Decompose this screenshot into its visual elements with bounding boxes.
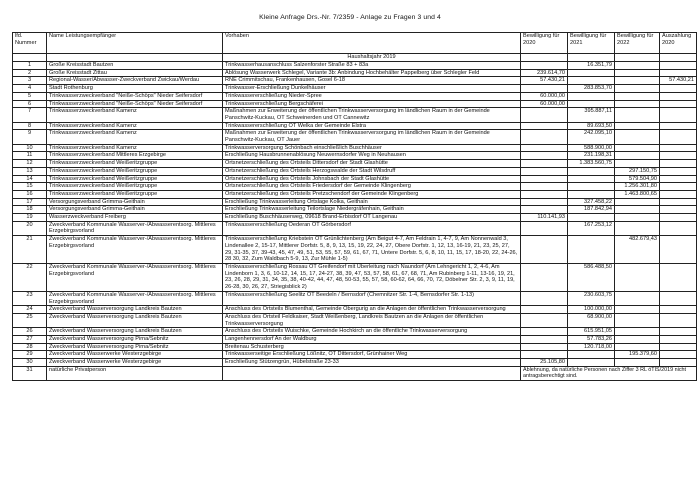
payout-2020 <box>660 198 697 206</box>
grant-2022 <box>615 100 660 108</box>
recipient-name: Große Kreisstadt Bautzen <box>47 62 223 70</box>
grant-2020 <box>521 306 568 314</box>
payout-2020 <box>660 175 697 183</box>
row-number: 1 <box>13 62 47 70</box>
grant-2021 <box>568 183 615 191</box>
row-number: 27 <box>13 336 47 344</box>
project-name: Maßnahmen zur Erweiterung der öffentlichen Trinkwasserversorgung im ländlichen Raum in der Gemeinde Panschwitz-Kuckau, OT Schweinerden und OT Cannewitz <box>223 108 521 122</box>
recipient-name: Stadt Rothenburg <box>47 85 223 93</box>
table-row <box>13 221 697 235</box>
grant-2022: 1.463.800,65 <box>615 190 660 198</box>
grant-2021 <box>568 236 615 264</box>
grant-2022 <box>615 359 660 367</box>
payout-2020 <box>660 85 697 93</box>
grant-2021: 283.853,70 <box>568 85 615 93</box>
document-title: Kleine Anfrage Drs.-Nr. 7/2359 - Anlage zu Fragen 3 und 4 <box>259 14 441 21</box>
table-row <box>13 100 697 108</box>
recipient-name: natürliche Privatperson <box>47 366 223 380</box>
table-row <box>13 351 697 359</box>
project-name <box>223 366 521 380</box>
row-number: 6 <box>13 100 47 108</box>
payout-2020 <box>660 206 697 214</box>
row-number: 15 <box>13 183 47 191</box>
grant-2020 <box>521 167 568 175</box>
recipient-name: Zweckverband Wasserwerke Westerzgebirge <box>47 359 223 367</box>
grant-2021: 231.198,31 <box>568 152 615 160</box>
grant-2021: 615.951,05 <box>568 328 615 336</box>
recipient-name: Zweckverband Wasserversorgung Pirna/Sebnitz <box>47 336 223 344</box>
table-row <box>13 328 697 336</box>
grant-2020 <box>521 328 568 336</box>
grant-2022 <box>615 77 660 85</box>
row-number: 22 <box>13 263 47 291</box>
recipient-name: Trinkwasserzweckverband Kamenz <box>47 108 223 122</box>
row-number: 3 <box>13 77 47 85</box>
project-name: Trinkwassererschließung Kriebstein OT Grünlichtenberg (Am Beigut 4-7, Am Feldrain 1, 4-7, 9, Am Nonnenwald 3, Lindenallee 2, 15-17, Mittlerer Dorfstr. 5, 8, 9, 13, 15, 19, 22, 24, 27, Obere Dorfstr. 1, 12, 13, 16-19, 21, 23, 25, 27, 29, 31-35, 37, 39-43, 45, 47, 49, 51, 53, 55, 57, 59, 61, 67, 71, Untere Dorfstr. 5, 6, 8, 10, 11, 15, 17, 18-20, 22, 24-26, 28 30, 32, Zum Waldbach 5-9, 13, Zur Mühle 1-5) <box>223 236 521 264</box>
row-number: 9 <box>13 130 47 144</box>
project-name: Erschließung Buschhäuserweg, 09618 Brand-Erbisdorf OT Langenau <box>223 214 521 222</box>
recipient-name: Zweckverband Wasserversorgung Pirna/Sebnitz <box>47 343 223 351</box>
project-name: Anschluss des Ortsteil Feldkaiser, Stadt Weißenberg, Landkreis Bautzen an die Anlagen der öffentlichen Trinkwasserversorgung <box>223 313 521 327</box>
table-row <box>13 144 697 152</box>
project-name: Trinkwassererschließung OT Welka der Gemeinde Elstra <box>223 122 521 130</box>
grant-2022: 297.150,75 <box>615 167 660 175</box>
table-row <box>13 336 697 344</box>
project-name: Anschluss des Ortsteils Wuischke, Gemeinde Hochkirch an die öffentliche Trinkwasserversorgung <box>223 328 521 336</box>
grant-2022 <box>615 313 660 327</box>
row-number: 20 <box>13 221 47 235</box>
row-number: 19 <box>13 214 47 222</box>
grant-2021: 586.488,50 <box>568 263 615 291</box>
recipient-name: Zweckverband Kommunale Wasserver-/Abwasserentsorg. Mittleres Erzgebirgsvorland <box>47 263 223 291</box>
payout-2020 <box>660 108 697 122</box>
payout-2020 <box>660 306 697 314</box>
recipient-name: Zweckverband Kommunale Wasserver-/Abwasserentsorg. Mittleres Erzgebirgsvorland <box>47 236 223 264</box>
table-row <box>13 190 697 198</box>
project-name: Ortsnetzerschließung des Ortsteils Friedersdorf der Gemeinde Klingenberg <box>223 183 521 191</box>
grant-2022 <box>615 198 660 206</box>
grant-2021 <box>568 100 615 108</box>
grant-2021: 230.603,75 <box>568 291 615 305</box>
table-row <box>13 206 697 214</box>
payout-2020 <box>660 359 697 367</box>
recipient-name: Zweckverband Wasserwerke Westerzgebirge <box>47 351 223 359</box>
recipient-name: Zweckverband Kommunale Wasserver-/Abwasserentsorg. Mittleres Erzgebirgsvorland <box>47 291 223 305</box>
column-header-auszahlung-2020: Auszahlung 2020 <box>660 33 697 54</box>
project-name: RNE Crimmitschau, Frankenhausen, Gosel 6-18 <box>223 77 521 85</box>
grant-2021: 242.095,10 <box>568 130 615 144</box>
grant-2022 <box>615 328 660 336</box>
table-row <box>13 175 697 183</box>
recipient-name: Trinkwasserzweckverband "Neiße-Schöps" Nieder Seifersdorf <box>47 100 223 108</box>
grant-2022 <box>615 122 660 130</box>
row-number: 12 <box>13 160 47 168</box>
grant-2021: 68.900,00 <box>568 313 615 327</box>
recipient-name: Zweckverband Wasserversorgung Landkreis Bautzen <box>47 328 223 336</box>
grant-2022: 482.679,43 <box>615 236 660 264</box>
column-header-vorhaben: Vorhaben <box>223 33 521 54</box>
row-number: 29 <box>13 351 47 359</box>
project-name: Langenhennersdorf An der Waldburg <box>223 336 521 344</box>
project-name: Erschließung Hausbrunnenablösung Neuwernsdorfer Weg in Neuhausen <box>223 152 521 160</box>
payout-2020 <box>660 183 697 191</box>
row-number: 7 <box>13 108 47 122</box>
grant-2021 <box>568 167 615 175</box>
recipient-name: Zweckverband Kommunale Wasserver-/Abwasserentsorg. Mittleres Erzgebirgsvorland <box>47 221 223 235</box>
payout-2020 <box>660 167 697 175</box>
grant-2022 <box>615 85 660 93</box>
grant-2021: 89.693,50 <box>568 122 615 130</box>
grant-2022 <box>615 62 660 70</box>
grant-2021: 1.383.560,75 <box>568 160 615 168</box>
payout-2020: 57.430,21 <box>660 77 697 85</box>
grant-2020 <box>521 183 568 191</box>
grant-2020 <box>521 236 568 264</box>
project-name: Trinkwassererschließung Seelitz OT Beedeln / Bernsdorf (Chemnitzer Str. 1-4, Bernsdorfer Str. 1-13) <box>223 291 521 305</box>
table-row <box>13 130 697 144</box>
table-row <box>13 313 697 327</box>
project-name: Ortsnetzerschließung des Ortsteils Dittersdorf der Stadt Glashütte <box>223 160 521 168</box>
grant-2022 <box>615 92 660 100</box>
grant-2020 <box>521 152 568 160</box>
header-row <box>13 33 697 54</box>
payout-2020 <box>660 328 697 336</box>
grant-2020 <box>521 175 568 183</box>
recipient-name: Große Kreisstadt Zittau <box>47 69 223 77</box>
grant-2020: 60.000,00 <box>521 92 568 100</box>
row-number: 4 <box>13 85 47 93</box>
payout-2020 <box>660 69 697 77</box>
project-name: Erschließung Trinkwasserleitung Ortslage Kolka, Geithain <box>223 198 521 206</box>
table-row <box>13 108 697 122</box>
payout-2020 <box>660 130 697 144</box>
row-number: 11 <box>13 152 47 160</box>
recipient-name: Zweckverband Wasserversorgung Landkreis Bautzen <box>47 306 223 314</box>
payout-2020 <box>660 221 697 235</box>
project-name: Trinkwasserversorgung Schönbach einschließlich Buschhäuser <box>223 144 521 152</box>
grant-2022 <box>615 69 660 77</box>
table-row <box>13 62 697 70</box>
table-row <box>13 366 697 380</box>
table-row <box>13 236 697 264</box>
row-number: 28 <box>13 343 47 351</box>
table-row <box>13 92 697 100</box>
payout-2020 <box>660 62 697 70</box>
project-name: Ortsnetzerschließung des Ortsteils Herzogswalde der Stadt Wilsdruff <box>223 167 521 175</box>
recipient-name: Trinkwasserzweckverband Kamenz <box>47 144 223 152</box>
recipient-name: Zweckverband Wasserversorgung Landkreis Bautzen <box>47 313 223 327</box>
payout-2020 <box>660 144 697 152</box>
grant-2022 <box>615 152 660 160</box>
payout-2020 <box>660 236 697 264</box>
grant-2022: 195.379,60 <box>615 351 660 359</box>
grant-2021 <box>568 175 615 183</box>
table-row <box>13 291 697 305</box>
payout-2020 <box>660 336 697 344</box>
grant-2020 <box>521 122 568 130</box>
project-name: Trinkwasser-Erschließung Dunkelhäuser <box>223 85 521 93</box>
grant-2020 <box>521 198 568 206</box>
table-row <box>13 152 697 160</box>
table-row <box>13 69 697 77</box>
recipient-name: Versorgungsverband Grimma-Geithain <box>47 206 223 214</box>
row-number: 17 <box>13 198 47 206</box>
grant-2021: 120.718,00 <box>568 343 615 351</box>
project-name: Trinkwassererschließung Bergschäferei <box>223 100 521 108</box>
grant-2020 <box>521 62 568 70</box>
payout-2020 <box>660 351 697 359</box>
year-row <box>13 54 697 62</box>
grant-2020 <box>521 130 568 144</box>
project-name: Trinkwassererschließung Nieder-Spree <box>223 92 521 100</box>
grant-2022 <box>615 214 660 222</box>
table-row <box>13 183 697 191</box>
grant-2022 <box>615 343 660 351</box>
payout-2020 <box>660 263 697 291</box>
project-name: Ortsnetzerschließung des Ortsteils Johnsbach der Stadt Glashütte <box>223 175 521 183</box>
grant-2022 <box>615 306 660 314</box>
grant-2020 <box>521 144 568 152</box>
row-number: 24 <box>13 306 47 314</box>
grant-2020 <box>521 160 568 168</box>
project-name: Ortsnetzerschließung des Ortsteils Pretzschendorf der Gemeinde Klingenberg <box>223 190 521 198</box>
grant-2021: 588.900,00 <box>568 144 615 152</box>
grant-2020: 239.614,70 <box>521 69 568 77</box>
grant-2021 <box>568 69 615 77</box>
grant-2020 <box>521 206 568 214</box>
grant-2022 <box>615 160 660 168</box>
row-number: 18 <box>13 206 47 214</box>
grant-2021: 16.351,79 <box>568 62 615 70</box>
grant-2020 <box>521 313 568 327</box>
table-row <box>13 343 697 351</box>
grant-2020 <box>521 291 568 305</box>
column-header-nr: lfd. Nummer <box>13 33 47 54</box>
table-row <box>13 167 697 175</box>
recipient-name: Trinkwasserzweckverband "Neiße-Schöps" Nieder Seifersdorf <box>47 92 223 100</box>
grant-2020 <box>521 343 568 351</box>
column-header-bewilligung-2020: Bewilligung für 2020 <box>521 33 568 54</box>
grant-2020 <box>521 336 568 344</box>
table-row <box>13 263 697 291</box>
row-number: 14 <box>13 175 47 183</box>
recipient-name: Trinkwasserzweckverband Weißeritzgruppe <box>47 190 223 198</box>
grant-2021 <box>568 359 615 367</box>
table-row <box>13 77 697 85</box>
payout-2020 <box>660 92 697 100</box>
project-name: Trinkwassererschließung Oederan OT Görbersdorf <box>223 221 521 235</box>
grant-2021 <box>568 77 615 85</box>
grant-2022 <box>615 130 660 144</box>
grant-2021 <box>568 190 615 198</box>
project-name: Breitenau Schusterberg <box>223 343 521 351</box>
grant-2021: 395.887,11 <box>568 108 615 122</box>
grant-2020 <box>521 85 568 93</box>
table-row <box>13 198 697 206</box>
year-label: Haushaltsjahr 2019 <box>223 54 521 62</box>
grant-2022: 1.256.301,80 <box>615 183 660 191</box>
table-row <box>13 122 697 130</box>
payout-2020 <box>660 291 697 305</box>
project-name: Ablösung Wasserwerk Schlegel, Variante 3b: Anbindung Hochbehälter Pappelberg über Schlegler Feld <box>223 69 521 77</box>
grant-2022 <box>615 336 660 344</box>
row-number: 5 <box>13 92 47 100</box>
grant-2020 <box>521 108 568 122</box>
project-name: Anschluss des Ortsteils Blumenthal, Gemeinde Obergurig an die Anlagen der öffentlichen Trinkwasserversorgung <box>223 306 521 314</box>
table-row <box>13 160 697 168</box>
recipient-name: Trinkwasserzweckverband Weißeritzgruppe <box>47 183 223 191</box>
row-number: 10 <box>13 144 47 152</box>
row-number: 2 <box>13 69 47 77</box>
payout-2020 <box>660 214 697 222</box>
payout-2020 <box>660 313 697 327</box>
recipient-name: Regional-Wasser/Abwasser-Zweckverband Zwickau/Werdau <box>47 77 223 85</box>
row-number: 8 <box>13 122 47 130</box>
project-name: Erschließung Stützengrün, Hübelstraße 23-33 <box>223 359 521 367</box>
grant-2022 <box>615 108 660 122</box>
grant-2022 <box>615 221 660 235</box>
row-number: 31 <box>13 366 47 380</box>
project-name: Trinkwasserseitige Erschließung Lößnitz, OT Dittersdorf, Grünhainer Weg <box>223 351 521 359</box>
recipient-name: Trinkwasserzweckverband Weißeritzgruppe <box>47 175 223 183</box>
recipient-name: Trinkwasserzweckverband Kamenz <box>47 122 223 130</box>
payout-2020 <box>660 160 697 168</box>
recipient-name: Trinkwasserzweckverband Weißeritzgruppe <box>47 160 223 168</box>
row-number: 21 <box>13 236 47 264</box>
row-number: 23 <box>13 291 47 305</box>
grant-2021: 57.783,26 <box>568 336 615 344</box>
grant-2021: 187.842,94 <box>568 206 615 214</box>
project-name: Erschließung Trinkwasserleitung Teilortslage Niedergräfenhain, Geithain <box>223 206 521 214</box>
grant-2020 <box>521 190 568 198</box>
grant-2020: 57.430,21 <box>521 77 568 85</box>
payout-2020 <box>660 190 697 198</box>
payout-2020 <box>660 343 697 351</box>
row-number: 16 <box>13 190 47 198</box>
grant-2020 <box>521 351 568 359</box>
grant-2022 <box>615 291 660 305</box>
payout-2020 <box>660 122 697 130</box>
grant-2020 <box>521 263 568 291</box>
row-number: 25 <box>13 313 47 327</box>
project-name: Trinkwasserhausanschluss Salzenforster Straße 83 + 83a <box>223 62 521 70</box>
recipient-name: Wasserzweckverband Freiberg <box>47 214 223 222</box>
grant-2022 <box>615 144 660 152</box>
row-number: 26 <box>13 328 47 336</box>
grant-2021 <box>568 92 615 100</box>
table-row <box>13 359 697 367</box>
table-row <box>13 306 697 314</box>
grants-table <box>12 32 697 381</box>
project-name: Maßnahmen zur Erweiterung der öffentlichen Trinkwasserversorgung im ländlichen Raum in der Gemeinde Panschwitz-Kuckau, OT Jauer <box>223 130 521 144</box>
recipient-name: Trinkwasserzweckverband Mittleres Erzgebirge <box>47 152 223 160</box>
grant-2020 <box>521 221 568 235</box>
grant-2021: 100.000,00 <box>568 306 615 314</box>
column-header-bewilligung-2022: Bewilligung für 2022 <box>615 33 660 54</box>
remark-text: Ablehnung, da natürliche Personen nach Ziffer 3 RL öTIS/2019 nicht antragsberechtigt sind. <box>521 366 697 380</box>
grant-2021: 327.458,22 <box>568 198 615 206</box>
grant-2021 <box>568 351 615 359</box>
grant-2020: 60.000,00 <box>521 100 568 108</box>
payout-2020 <box>660 100 697 108</box>
grant-2021: 167.253,12 <box>568 221 615 235</box>
table-row <box>13 214 697 222</box>
project-name: Trinkwassererschließung Rossau OT Greifendorf mit Überleitung nach Naundorf (Am Lehngericht 1, 2, 4-6, Am Lindenborn 1, 3, 6, 10-12, 14, 15, 17, 24-27, 38, 39, 47, 53, 57, 58, 61, 67, 68, 71, Am Rubinberg 1-11, 13-16, 19, 21, 23, 26, 28, 29, 31, 34, 35, 38, 40-42, 44, 47, 48, 50-53, 55, 57, 58, 60-62, 64, 66, 70, 72, Döbelner Str. 2, 3, 9, 11, 19, 26-28, 30, 26, 27, Striegisblick 2) <box>223 263 521 291</box>
payout-2020 <box>660 152 697 160</box>
table-row <box>13 85 697 93</box>
grant-2020: 110.141,93 <box>521 214 568 222</box>
grant-2022: 579.504,90 <box>615 175 660 183</box>
grant-2022 <box>615 263 660 291</box>
recipient-name: Trinkwasserzweckverband Weißeritzgruppe <box>47 167 223 175</box>
row-number: 13 <box>13 167 47 175</box>
grant-2022 <box>615 206 660 214</box>
grant-2021 <box>568 214 615 222</box>
column-header-empfaenger: Name Leistungsempfänger <box>47 33 223 54</box>
column-header-bewilligung-2021: Bewilligung für 2021 <box>568 33 615 54</box>
row-number: 30 <box>13 359 47 367</box>
recipient-name: Trinkwasserzweckverband Kamenz <box>47 130 223 144</box>
grant-2020: 25.105,80 <box>521 359 568 367</box>
recipient-name: Versorgungsverband Grimma-Geithain <box>47 198 223 206</box>
